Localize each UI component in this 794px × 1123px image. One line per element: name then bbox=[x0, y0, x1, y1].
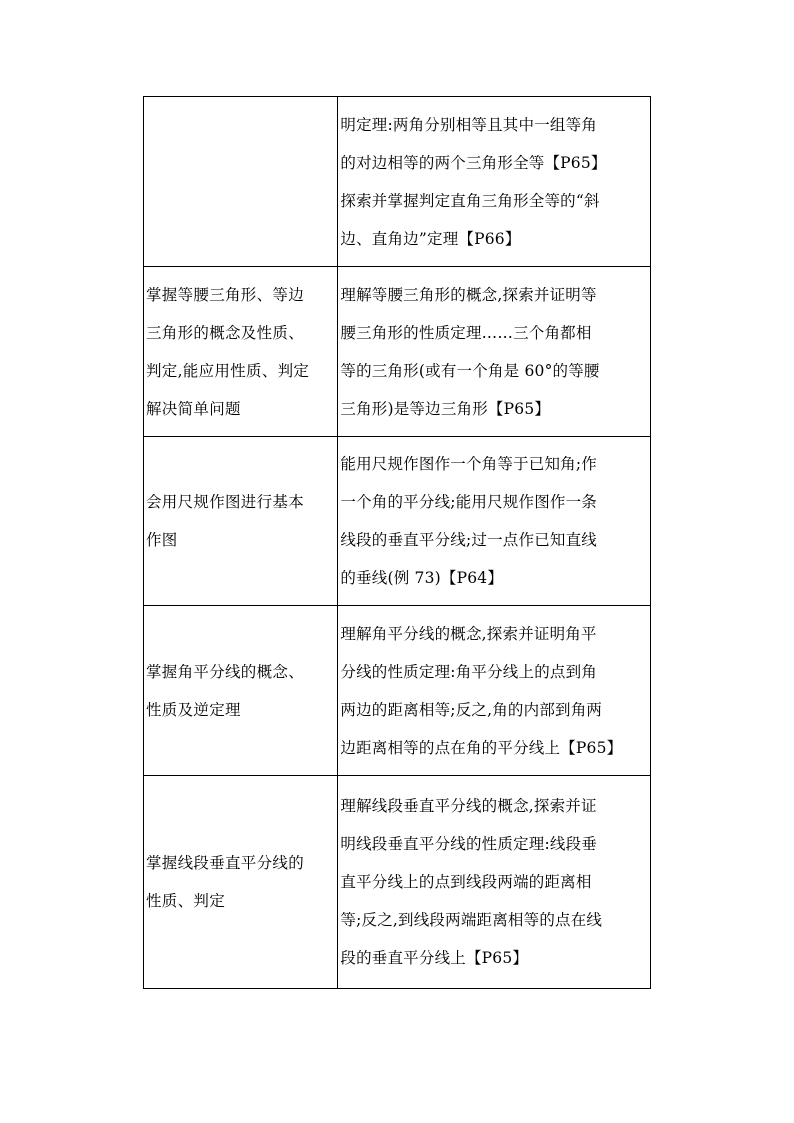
content-line: 段的垂直平分线上【P65】 bbox=[340, 949, 529, 967]
requirement-line: 掌握等腰三角形、等边 bbox=[146, 285, 305, 304]
requirement-line: 性质及逆定理 bbox=[146, 700, 241, 719]
table-row bbox=[144, 437, 651, 606]
content-line: 的垂线(例 73)【P64】 bbox=[340, 569, 504, 587]
requirement-line: 会用尺规作图进行基本 bbox=[146, 493, 305, 511]
requirement-line: 作图 bbox=[146, 531, 178, 549]
content-line: 探索并掌握判定直角三角形全等的“斜 bbox=[340, 191, 600, 210]
content-cell bbox=[338, 606, 651, 776]
content-line: 明线段垂直平分线的性质定理:线段垂 bbox=[340, 835, 597, 853]
content-line: 腰三角形的性质定理……三个角都相 bbox=[340, 323, 592, 342]
requirement-line: 性质、判定 bbox=[146, 892, 226, 910]
content-line: 能用尺规作图作一个角等于已知角;作 bbox=[340, 455, 597, 473]
content-line: 理解等腰三角形的概念,探索并证明等 bbox=[340, 285, 597, 304]
content-cell bbox=[338, 776, 651, 989]
content-cell bbox=[338, 437, 651, 606]
content-line: 理解角平分线的概念,探索并证明角平 bbox=[340, 624, 597, 643]
table-row bbox=[144, 267, 651, 437]
content-line: 直平分线上的点到线段两端的距离相 bbox=[340, 873, 592, 891]
requirement-cell bbox=[144, 776, 338, 989]
content-line: 理解线段垂直平分线的概念,探索并证 bbox=[340, 797, 597, 815]
table-row bbox=[144, 606, 651, 776]
requirement-cell bbox=[144, 97, 338, 267]
content-line: 三角形)是等边三角形【P65】 bbox=[340, 399, 551, 418]
content-line: 边距离相等的点在角的平分线上【P65】 bbox=[340, 738, 623, 757]
requirement-line: 掌握角平分线的概念、 bbox=[146, 662, 305, 681]
content-line: 等;反之,到线段两端距离相等的点在线 bbox=[340, 911, 603, 929]
requirement-cell bbox=[144, 267, 338, 437]
content-line: 分线的性质定理:角平分线上的点到角 bbox=[340, 662, 597, 681]
content-cell bbox=[338, 267, 651, 437]
requirement-line: 三角形的概念及性质、 bbox=[146, 323, 305, 342]
requirement-line: 判定,能应用性质、判定 bbox=[146, 361, 310, 380]
content-line: 两边的距离相等;反之,角的内部到角两 bbox=[340, 700, 603, 719]
content-line: 线段的垂直平分线;过一点作已知直线 bbox=[340, 531, 597, 549]
requirement-cell bbox=[144, 437, 338, 606]
content-line: 的对边相等的两个三角形全等【P65】 bbox=[340, 153, 607, 172]
content-line: 等的三角形(或有一个角是 60°的等腰 bbox=[340, 361, 600, 380]
content-line: 边、直角边”定理【P66】 bbox=[340, 229, 521, 248]
content-line: 明定理:两角分别相等且其中一组等角 bbox=[340, 115, 597, 134]
content-cell bbox=[338, 97, 651, 267]
standards-table bbox=[143, 96, 651, 989]
requirement-line: 解决简单问题 bbox=[146, 399, 241, 418]
content-line: 一个角的平分线;能用尺规作图作一条 bbox=[340, 493, 597, 511]
requirement-line: 掌握线段垂直平分线的 bbox=[146, 854, 305, 872]
requirement-cell bbox=[144, 606, 338, 776]
table-row bbox=[144, 97, 651, 267]
table-row bbox=[144, 776, 651, 989]
